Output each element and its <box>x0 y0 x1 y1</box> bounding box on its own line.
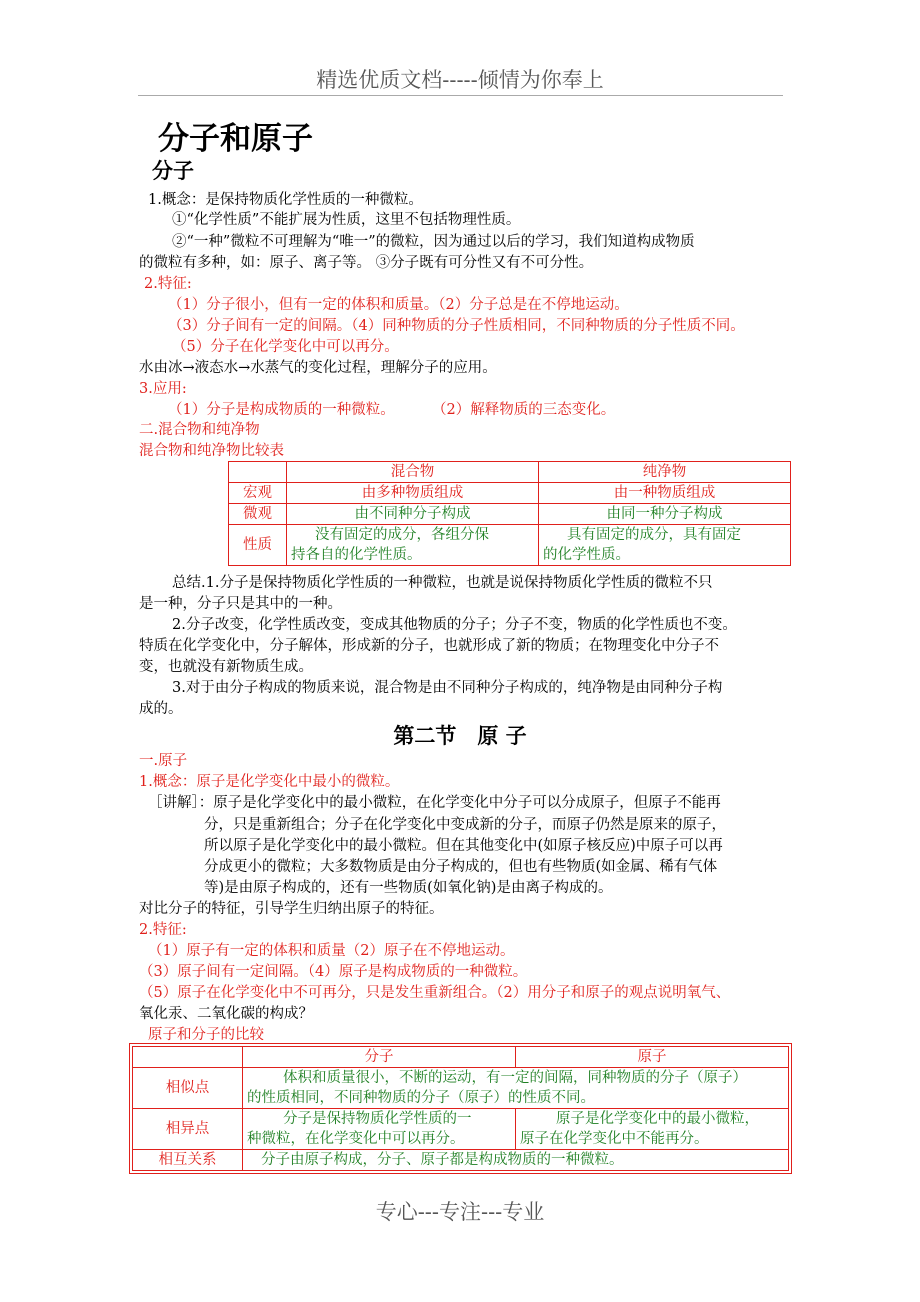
atom-explain-5: 等)是由原子构成的，还有一些物质(如氧化钠)是由离子构成的。 <box>204 880 613 896</box>
table-cell: 由多种物质组成 <box>287 483 539 504</box>
molecule-features-heading: 2.特征: <box>144 276 192 292</box>
molecule-feature-1: （1）分子很小，但有一定的体积和质量。（2）分子总是在不停地运动。 <box>168 297 629 313</box>
table-cell <box>516 1109 789 1150</box>
summary-1b: 是一种，分子只是其中的一种。 <box>139 596 342 612</box>
table-header-pure: 纯净物 <box>539 462 791 483</box>
table-cell <box>243 1068 789 1109</box>
molecule-application-2: （2）解释物质的三态变化。 <box>432 402 616 418</box>
atom-explain-1: ［讲解］：原子是化学变化中的最小微粒，在化学变化中分子可以分成原子，但原子不能再 <box>148 795 721 811</box>
atom-concept: 1.概念：原子是化学变化中最小的微粒。 <box>139 774 400 790</box>
summary-2b: 特质在化学变化中，分子解体，形成新的分子，也就形成了新的物质；在物理变化中分子不 <box>139 638 719 654</box>
table-header-molecule: 分子 <box>243 1047 516 1068</box>
row-label-different: 相异点 <box>133 1109 243 1150</box>
table-row <box>133 1109 789 1150</box>
atom-explain-3: 所以原子是化学变化中的最小微粒。但在其他变化中(如原子核反应)中原子可以再 <box>204 838 723 854</box>
molecule-concept: 1.概念：是保持物质化学性质的一种微粒。 <box>148 192 423 208</box>
summary-2c: 变，也就没有新物质生成。 <box>139 659 313 675</box>
atom-features-heading: 2.特征: <box>139 922 187 938</box>
table-cell <box>287 525 539 566</box>
atom-feature-3a: （5）原子在化学变化中不可再分，只是发生重新组合。（2）用分子和原子的观点说明氧气、 <box>139 985 731 1001</box>
page-footer: 专心---专注---专业 <box>375 1200 545 1224</box>
summary-1a: 总结.1.分子是保持物质化学性质的一种微粒，也就是说保持物质化学性质的微粒不只 <box>172 575 713 591</box>
atom-feature-1: （1）原子有一定的体积和质量（2）原子在不停地运动。 <box>148 943 515 959</box>
row-label-micro: 微观 <box>229 504 287 525</box>
molecule-feature-3: （5）分子在化学变化中可以再分。 <box>172 339 399 355</box>
molecule-note-1: ①“化学性质”不能扩展为性质，这里不包括物理性质。 <box>172 212 521 228</box>
atom-comparison-table <box>132 1046 789 1171</box>
summary-2a: 2.分子改变，化学性质改变，变成其他物质的分子；分子不变，物质的化学性质也不变。 <box>172 617 737 633</box>
mixture-table-title: 混合物和纯净物比较表 <box>139 443 284 459</box>
table-header-atom: 原子 <box>516 1047 789 1068</box>
atom-table-title: 原子和分子的比较 <box>148 1027 264 1043</box>
atom-explain-2: 分，只是重新组合；分子在化学变化中变成新的分子，而原子仍然是原来的原子， <box>204 817 726 833</box>
table-row <box>229 525 791 566</box>
row-label-similar: 相似点 <box>133 1068 243 1109</box>
mixture-comparison-table <box>228 461 791 566</box>
table-cell <box>133 1047 243 1068</box>
table-cell: 分子由原子构成，分子、原子都是构成物质的一种微粒。 <box>243 1150 789 1171</box>
cell-line: 具有固定的成分，具有固定 <box>567 527 741 543</box>
atom-feature-3b: 氧化汞、二氧化碳的构成？ <box>139 1006 313 1022</box>
table-cell: 由不同种分子构成 <box>287 504 539 525</box>
row-label-macro: 宏观 <box>229 483 287 504</box>
cell-line: 没有固定的成分，各组分保 <box>315 527 489 543</box>
molecule-application-1: （1）分子是构成物质的一种微粒。 <box>168 402 395 418</box>
section-heading-molecule: 分子 <box>152 159 194 183</box>
table-row <box>229 483 791 504</box>
table-row <box>133 1047 789 1068</box>
header-divider <box>138 95 783 96</box>
cell-line: 的化学性质。 <box>543 547 630 563</box>
table-cell <box>243 1109 516 1150</box>
cell-line: 的性质相同，不同种物质的分子（原子）的性质不同。 <box>247 1090 595 1106</box>
cell-line: 原子在化学变化中不能再分。 <box>520 1131 709 1147</box>
table-cell: 由一种物质组成 <box>539 483 791 504</box>
molecule-note-2b: 的微粒有多种，如：原子、离子等。 ③分子既有可分性又有不可分性。 <box>139 255 594 271</box>
document-title: 分子和原子 <box>158 121 313 157</box>
summary-3a: 3.对于由分子构成的物质来说，混合物是由不同种分子构成的，纯净物是由同种分子构 <box>172 680 723 696</box>
molecule-note-2a: ②“一种”微粒不可理解为“唯一”的微粒，因为通过以后的学习，我们知道构成物质 <box>172 234 695 250</box>
table-row <box>229 462 791 483</box>
atom-comparison-table-frame <box>129 1043 792 1174</box>
cell-line: 种微粒，在化学变化中可以再分。 <box>247 1131 465 1147</box>
cell-line: 分子是保持物质化学性质的一 <box>283 1111 472 1127</box>
atom-explain-4: 分成更小的微粒；大多数物质是由分子构成的，但也有些物质(如金属、稀有气体 <box>204 859 718 875</box>
table-header-mixture: 混合物 <box>287 462 539 483</box>
table-cell <box>229 462 287 483</box>
molecule-feature-2: （3）分子间有一定的间隔。（4）同种物质的分子性质相同，不同种物质的分子性质不同。 <box>168 318 745 334</box>
cell-line: 持各自的化学性质。 <box>291 547 422 563</box>
table-row <box>133 1068 789 1109</box>
atom-subheading: 一.原子 <box>139 753 188 769</box>
molecule-application-heading: 3.应用: <box>139 381 187 397</box>
table-row <box>229 504 791 525</box>
page-header: 精选优质文档-----倾情为你奉上 <box>316 68 604 92</box>
row-label-property: 性质 <box>229 525 287 566</box>
row-label-relation: 相互关系 <box>133 1150 243 1171</box>
atom-compare: 对比分子的特征，引导学生归纳出原子的特征。 <box>139 901 444 917</box>
table-row <box>133 1150 789 1171</box>
section-heading-atom: 第二节 原 子 <box>393 724 527 748</box>
summary-3b: 成的。 <box>139 701 183 717</box>
table-cell <box>539 525 791 566</box>
cell-line: 原子是化学变化中的最小微粒， <box>556 1111 759 1127</box>
atom-feature-2: （3）原子间有一定间隔。（4）原子是构成物质的一种微粒。 <box>139 964 528 980</box>
cell-line: 体积和质量很小，不断的运动，有一定的间隔，同种物质的分子（原子） <box>283 1070 747 1086</box>
table-cell: 由同一种分子构成 <box>539 504 791 525</box>
water-state-change: 水由冰→液态水→水蒸气的变化过程，理解分子的应用。 <box>139 360 497 376</box>
mixture-heading: 二.混合物和纯净物 <box>139 422 260 438</box>
